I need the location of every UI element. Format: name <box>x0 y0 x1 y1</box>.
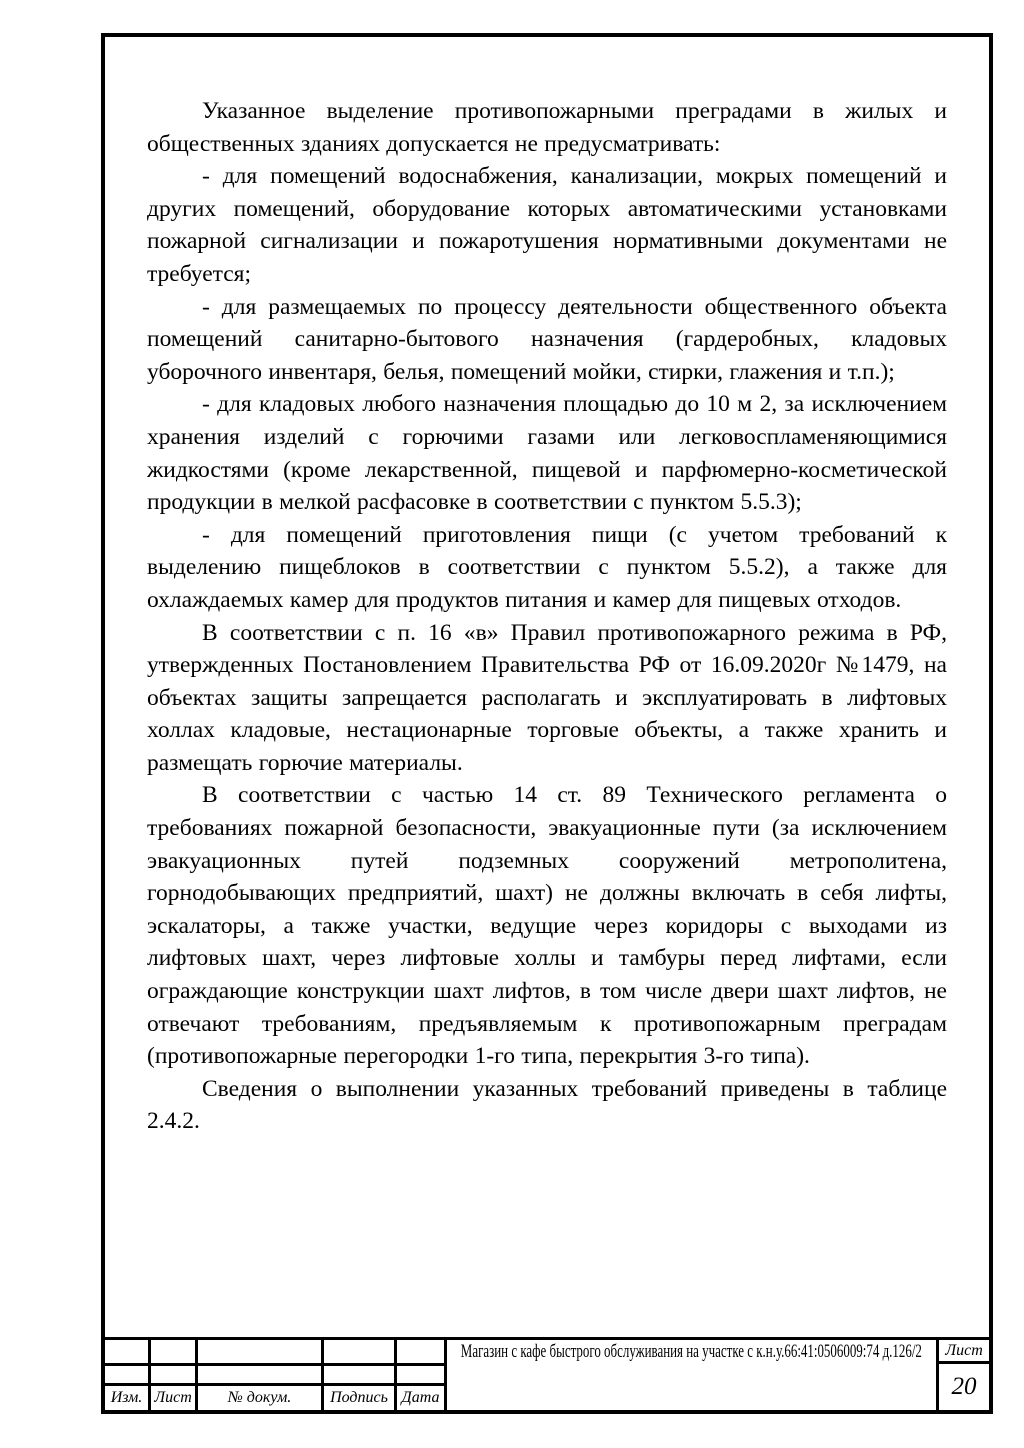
stamp-cell-empty <box>151 1366 195 1386</box>
paragraph: - для помещений приготовления пищи (с учетом требований к выделению пищеблоков в соответствии с пунктом 5.5.2), а также для охлаждаемых камер для продуктов питания и камер для пищевых отходов. <box>147 521 947 613</box>
paragraph: Сведения о выполнении указанных требований приведены в таблице 2.4.2. <box>147 1075 947 1135</box>
stamp-column-podpis <box>324 1340 397 1410</box>
stamp-label-izm: Изм. <box>110 1389 143 1406</box>
paragraph: Указанное выделение противопожарными преградами в жилых и общественных зданиях допускается не предусматривать: <box>147 98 947 157</box>
stamp-label-podpis: Подпись <box>330 1389 388 1406</box>
sheet-label: Лист <box>939 1340 989 1364</box>
paragraph: В соответствии с п. 16 «в» Правил противопожарного режима в РФ, утвержденных Постановлением Правительства РФ от 16.09.2020г №1479, на объектах защиты запрещается располагать и эксплуатировать в лифтовых холлах кладовые, нестационарные торговые объекты, а также хранить и размещать горючие материалы. <box>147 619 947 776</box>
stamp-cell-empty <box>105 1366 148 1386</box>
paragraph: В соответствии с частью 14 ст. 89 Технического регламента о требованиях пожарной безопасности, эвакуационные пути (за исключением эвакуационных путей подземных сооружений метрополитена, горнодобывающих предприятий, шахт) не должны включать в себя лифты, эскалаторы, а также участки, ведущие через коридоры с выходами из лифтовых шахт, через лифтовые холлы и тамбуры перед лифтами, если ограждающие конструкции шахт лифтов, в том числе двери шахт лифтов, не отвечают требованиям, предъявляемым к противопожарным преградам (противопожарные перегородки 1-го типа, перекрытия 3-го типа). <box>147 782 947 1070</box>
stamp-column-izm <box>105 1340 151 1410</box>
stamp-cell-empty <box>397 1340 444 1366</box>
stamp-label-dokum: № докум. <box>227 1389 292 1406</box>
paragraph: - для помещений водоснабжения, канализации, мокрых помещений и других помещений, оборудование которых автоматическими установками пожарной сигнализации и пожаротушения нормативными документами не требуется; <box>147 163 947 287</box>
page-frame <box>101 33 993 1414</box>
paragraph: - для размещаемых по процессу деятельности общественного объекта помещений санитарно-бытового назначения (гардеробных, кладовых уборочного инвентаря, белья, помещений мойки, стирки, глажения и т.п.); <box>147 293 947 385</box>
stamp-cell-empty <box>324 1366 394 1386</box>
stamp-column-data <box>397 1340 447 1410</box>
stamp-cell-empty <box>397 1366 444 1386</box>
stamp-cell-empty <box>198 1366 321 1386</box>
body-text <box>147 95 947 1138</box>
title-block <box>101 1337 993 1414</box>
paragraph: - для кладовых любого назначения площадью до 10 м 2, за исключением хранения изделий с горючими газами или легковоспламеняющимися жидкостями (кроме лекарственной, пищевой и парфюмерно-косметической продукции в мелкой расфасовке в соответствии с пунктом 5.5.3); <box>147 391 947 516</box>
stamp-cell-empty <box>105 1340 148 1366</box>
doc-title: Магазин с кафе быстрого обслуживания на участке с к.н.у.66:41:0506009:74 д.126/2 <box>460 1342 923 1362</box>
stamp-column-dokum <box>198 1340 324 1410</box>
stamp-column-list <box>151 1340 198 1410</box>
sheet-column <box>936 1340 989 1410</box>
stamp-cell-empty <box>324 1340 394 1366</box>
stamp-label-list: Лист <box>154 1389 192 1406</box>
sheet-number: 20 <box>951 1373 977 1400</box>
stamp-cell-empty <box>198 1340 321 1366</box>
stamp-label-data: Дата <box>401 1389 440 1406</box>
doc-title-cell <box>447 1340 936 1410</box>
stamp-cell-empty <box>151 1340 195 1366</box>
